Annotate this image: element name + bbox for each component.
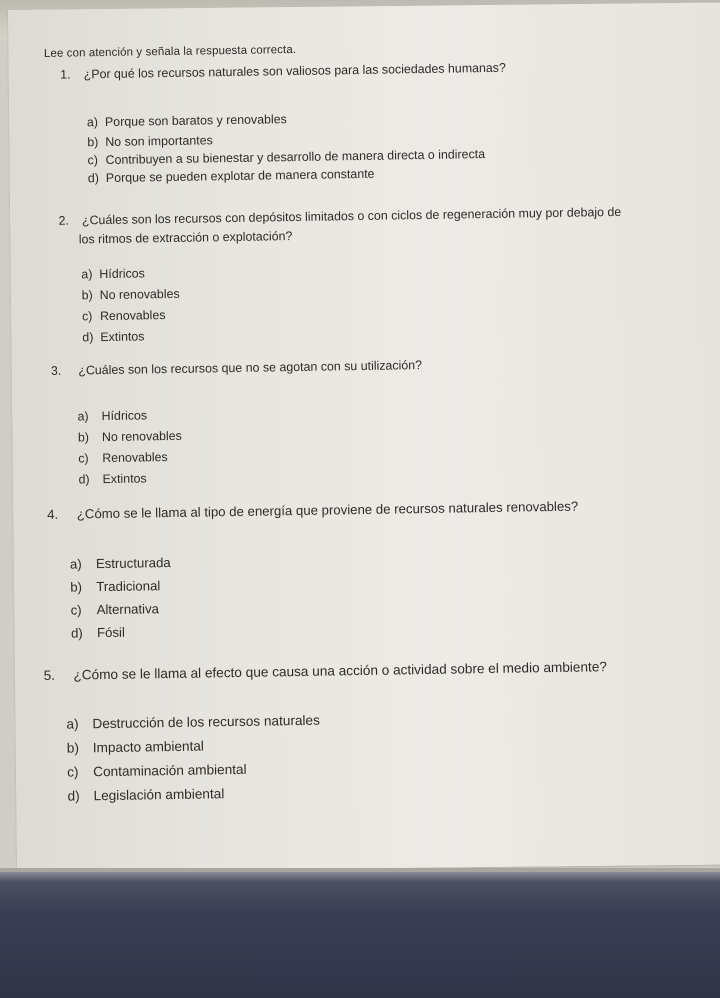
option-letter: b) (70, 579, 83, 595)
question-text: ¿Cómo se le llama al efecto que causa una acción o actividad sobre el medio ambiente? (73, 659, 607, 683)
question-3 (51, 356, 422, 381)
option-text: Renovables (99, 308, 166, 324)
option-letter: b) (81, 288, 93, 303)
option-letter: d) (70, 625, 83, 641)
option-letter: a) (66, 716, 79, 732)
option-letter: a) (69, 556, 82, 572)
question-number: 5. (43, 667, 56, 684)
option-text: Porque son baratos y renovables (104, 112, 287, 129)
option-letter: c) (81, 309, 93, 324)
option-text: Porque se pueden explotar de manera constante (105, 166, 375, 185)
option-text: Tradicional (96, 578, 161, 595)
question-5 (44, 657, 607, 685)
q4-option-a[interactable] (70, 555, 171, 572)
q5-option-a[interactable] (66, 713, 320, 732)
option-text: No son importantes (105, 133, 213, 149)
option-text: No renovables (99, 286, 180, 303)
q3-option-c[interactable] (78, 450, 168, 465)
question-2 (58, 202, 699, 250)
q2-option-a[interactable] (81, 266, 145, 281)
q2-option-c[interactable] (82, 308, 166, 323)
q5-option-c[interactable] (67, 762, 247, 780)
question-1 (60, 59, 506, 85)
desk-surface (0, 872, 720, 998)
option-letter: d) (78, 472, 90, 487)
q3-option-d[interactable] (78, 471, 146, 486)
q4-option-c[interactable] (71, 601, 160, 617)
option-text: Legislación ambiental (93, 786, 225, 804)
option-text: Impacto ambiental (92, 738, 204, 756)
option-text: Contribuyen a su bienestar y desarrollo de manera directa o indirecta (105, 147, 486, 167)
option-text: No renovables (101, 428, 182, 445)
option-letter: c) (70, 602, 82, 618)
q3-option-a[interactable] (77, 408, 147, 423)
q1-option-a[interactable] (87, 112, 287, 129)
q1-option-c[interactable] (87, 147, 485, 167)
q2-option-d[interactable] (82, 329, 144, 344)
option-text: Hídricos (99, 266, 145, 282)
option-text: Extintos (100, 329, 145, 345)
option-text: Renovables (102, 450, 168, 466)
question-text: ¿Por qué los recursos naturales son valiosos para las sociedades humanas? (83, 60, 506, 82)
option-text: Contaminación ambiental (93, 761, 247, 780)
question-4 (47, 497, 578, 524)
option-text: Extintos (102, 471, 147, 487)
q2-option-b[interactable] (82, 287, 180, 303)
q4-option-b[interactable] (70, 578, 160, 594)
q1-option-d[interactable] (88, 167, 375, 186)
question-text-line-2: los ritmos de extracción o explotación? (78, 229, 293, 247)
option-letter: a) (77, 409, 89, 424)
option-letter: a) (86, 115, 99, 130)
option-letter: c) (78, 451, 89, 466)
q5-option-b[interactable] (67, 739, 204, 756)
option-letter: b) (87, 135, 99, 150)
option-text: Fósil (96, 624, 125, 641)
q3-option-b[interactable] (78, 429, 182, 445)
question-number: 4. (47, 506, 59, 522)
option-letter: c) (67, 764, 79, 780)
option-letter: d) (82, 330, 94, 345)
question-text-line-1: ¿Cuáles son los recursos con depósitos limitados o con ciclos de regeneración muy por debajo de (81, 204, 622, 228)
question-number: 1. (60, 67, 71, 82)
question-text: ¿Cuáles son los recursos que no se agotan con su utilización? (78, 358, 423, 378)
question-number: 3. (50, 363, 62, 378)
option-letter: b) (77, 430, 90, 445)
option-letter: a) (81, 267, 93, 282)
option-text: Destrucción de los recursos naturales (92, 712, 320, 732)
option-text: Alternativa (96, 601, 160, 618)
option-letter: c) (87, 153, 99, 168)
option-text: Estructurada (95, 555, 171, 572)
q1-option-b[interactable] (87, 133, 213, 149)
instruction-text: Lee con atención y señala la respuesta correcta. (43, 43, 297, 60)
q4-option-d[interactable] (71, 625, 125, 641)
option-letter: b) (66, 740, 80, 756)
q5-option-d[interactable] (67, 786, 224, 803)
question-text: ¿Cómo se le llama al tipo de energía que proviene de recursos naturales renovables? (76, 498, 579, 522)
option-letter: d) (87, 171, 100, 186)
option-letter: d) (67, 788, 80, 804)
option-text: Hídricos (101, 408, 148, 424)
question-number: 2. (58, 213, 69, 228)
